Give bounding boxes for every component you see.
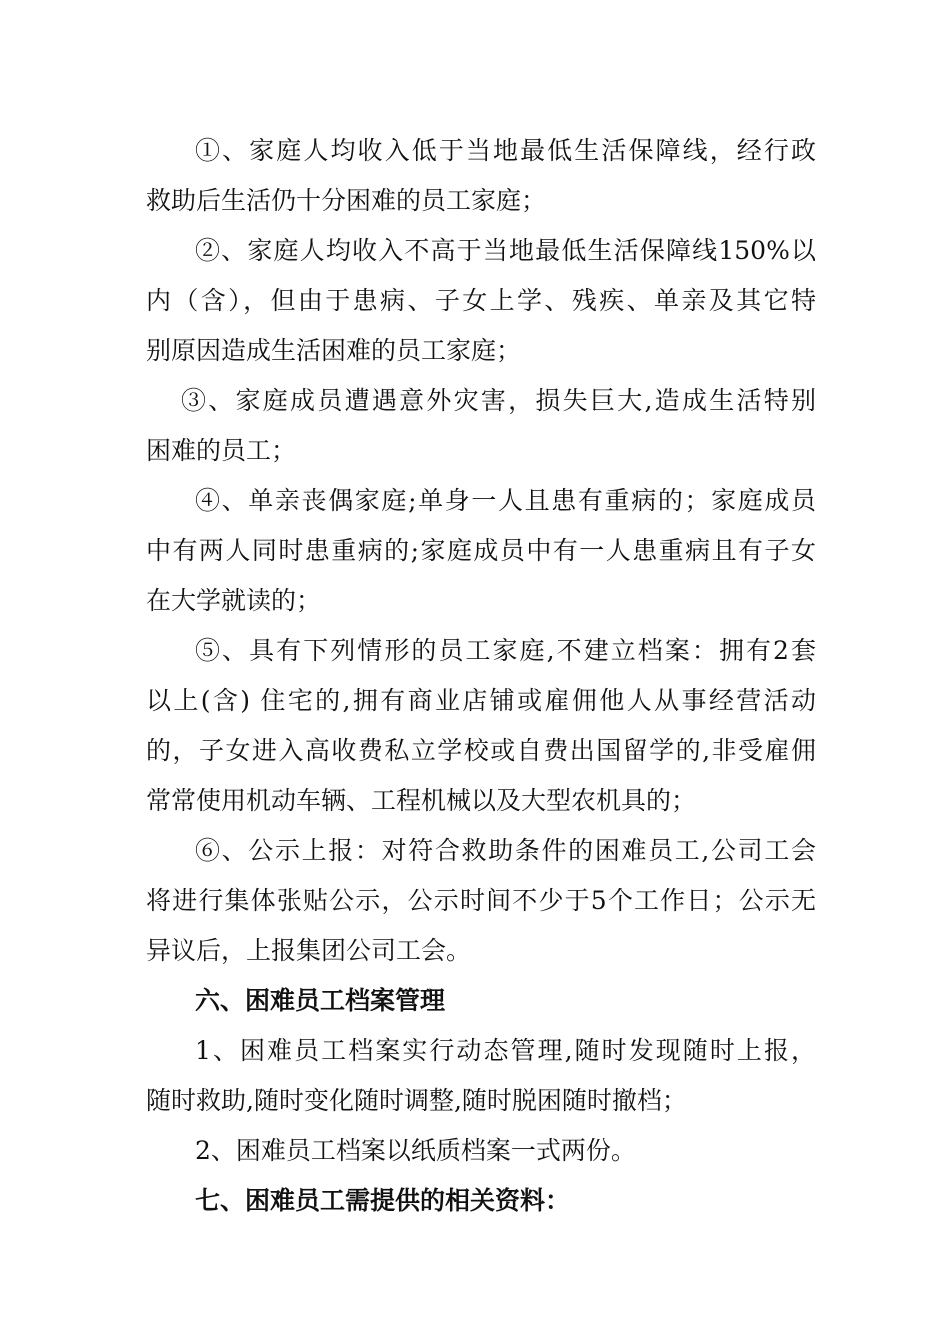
paragraph-line: 2、困难员工档案以纸质档案一式两份。 xyxy=(195,1136,636,1165)
paragraph-line: 随时救助,随时变化随时调整,随时脱困随时撤档； xyxy=(146,1086,687,1115)
section-heading: 七、困难员工需提供的相关资料： xyxy=(195,1186,571,1215)
paragraph-line: 中有两人同时患重病的;家庭成员中有一人患重病且有子女 xyxy=(146,536,816,565)
paragraph-line: 别原因造成生活困难的员工家庭； xyxy=(146,336,522,365)
section-heading: 六、困难员工档案管理 xyxy=(195,986,446,1015)
paragraph-line: 异议后，上报集团公司工会。 xyxy=(146,936,472,965)
paragraph-line: 困难的员工； xyxy=(146,436,297,465)
paragraph-line: 以上(含) 住宅的,拥有商业店铺或雇佣他人从事经营活动 xyxy=(146,686,816,715)
paragraph-line: ⑤、具有下列情形的员工家庭,不建立档案：拥有2套 xyxy=(195,636,816,665)
paragraph-line: ④、单亲丧偶家庭;单身一人且患有重病的；家庭成员 xyxy=(195,486,816,515)
paragraph-line: ①、家庭人均收入低于当地最低生活保障线，经行政 xyxy=(195,136,816,165)
paragraph-line: 内（含），但由于患病、子女上学、残疾、单亲及其它特 xyxy=(146,286,816,315)
paragraph-line: 救助后生活仍十分困难的员工家庭； xyxy=(146,186,547,215)
paragraph-line: 1、困难员工档案实行动态管理,随时发现随时上报， xyxy=(195,1036,816,1065)
paragraph-line: 常常使用机动车辆、工程机械以及大型农机具的； xyxy=(146,786,697,815)
paragraph-line: ③、家庭成员遭遇意外灾害，损失巨大,造成生活特别 xyxy=(181,386,816,415)
paragraph-line: 在大学就读的； xyxy=(146,586,322,615)
paragraph-line: ②、家庭人均收入不高于当地最低生活保障线150%以 xyxy=(195,236,816,265)
paragraph-line: ⑥、公示上报：对符合救助条件的困难员工,公司工会 xyxy=(195,836,816,865)
paragraph-line: 的，子女进入高收费私立学校或自费出国留学的,非受雇佣 xyxy=(146,736,816,765)
paragraph-line: 将进行集体张贴公示，公示时间不少于5个工作日；公示无 xyxy=(146,886,816,915)
